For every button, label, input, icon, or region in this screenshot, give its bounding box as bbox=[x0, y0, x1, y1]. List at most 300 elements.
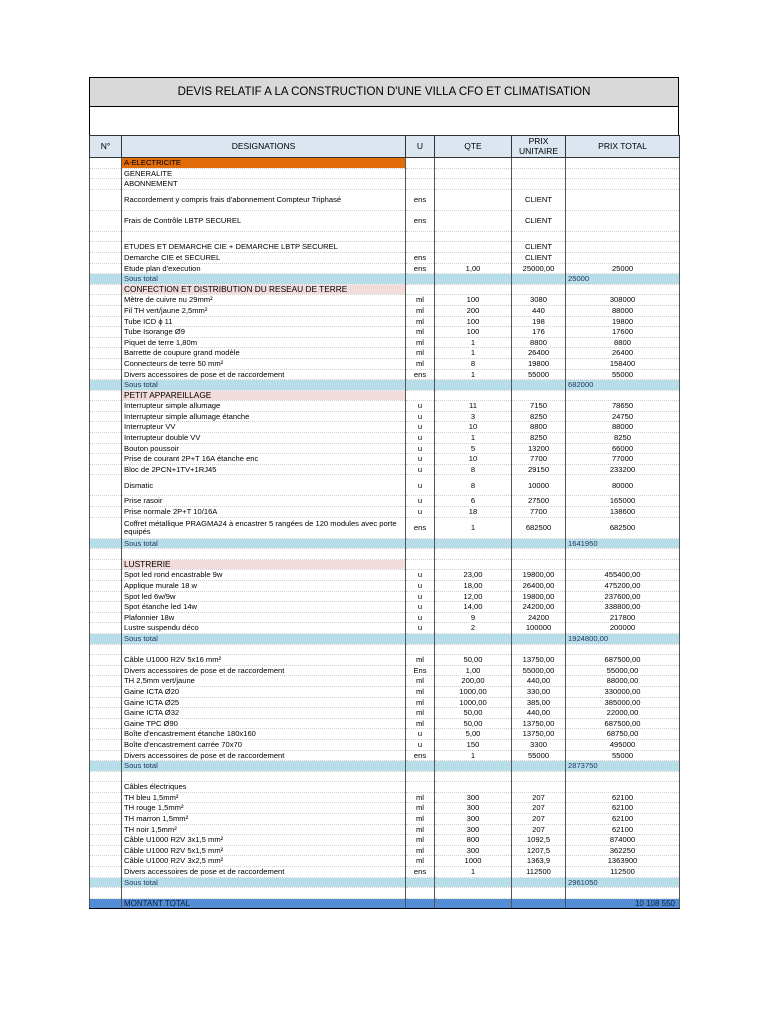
cell-prix-total: 682500 bbox=[566, 517, 680, 538]
cell-unit bbox=[406, 782, 435, 793]
cell-prix-total: 62100 bbox=[566, 814, 680, 825]
table-row bbox=[90, 665, 680, 676]
table-row bbox=[90, 252, 680, 263]
cell-num bbox=[90, 305, 122, 316]
cell-prix-unitaire: 19800,00 bbox=[512, 591, 566, 602]
cell-num bbox=[90, 496, 122, 507]
cell-prix-unitaire: 25000,00 bbox=[512, 263, 566, 274]
cell-prix-total bbox=[566, 782, 680, 793]
table-row bbox=[90, 507, 680, 518]
subtotal-row bbox=[90, 877, 680, 888]
cell-qte bbox=[435, 168, 512, 179]
cell-unit: ml bbox=[406, 708, 435, 719]
cell-prix-total bbox=[566, 559, 680, 570]
cell-prix-total: 55000,00 bbox=[566, 665, 680, 676]
cell-designation: Câble U1000 R2V 5x1,5 mm² bbox=[122, 845, 406, 856]
cell-prix-total bbox=[566, 252, 680, 263]
subtotal-row bbox=[90, 380, 680, 391]
subtotal-row bbox=[90, 633, 680, 644]
cell-prix-unitaire: 8800 bbox=[512, 337, 566, 348]
cell-designation: Coffret métallique PRAGMA24 à encastrer 5 rangées de 120 modules avec porte equipés bbox=[122, 517, 406, 538]
cell-prix-total: 80000 bbox=[566, 475, 680, 496]
cell-designation: Sous total bbox=[122, 274, 406, 285]
cell-num bbox=[90, 867, 122, 878]
cell-num bbox=[90, 189, 122, 210]
cell-qte: 1 bbox=[435, 337, 512, 348]
table-row bbox=[90, 433, 680, 444]
table-row bbox=[90, 644, 680, 655]
cell-designation: MONTANT TOTAL bbox=[122, 898, 406, 909]
cell-designation bbox=[122, 644, 406, 655]
cell-unit: Ens bbox=[406, 665, 435, 676]
cell-qte bbox=[435, 231, 512, 242]
cell-designation: Dismatic bbox=[122, 475, 406, 496]
header-qte: QTE bbox=[435, 136, 512, 158]
cell-num bbox=[90, 686, 122, 697]
cell-unit bbox=[406, 549, 435, 560]
cell-num bbox=[90, 623, 122, 634]
table-row bbox=[90, 369, 680, 380]
cell-subtotal-value: 25000 bbox=[566, 274, 680, 285]
cell-qte: 5,00 bbox=[435, 729, 512, 740]
cell-num bbox=[90, 718, 122, 729]
cell-prix-unitaire bbox=[512, 538, 566, 549]
table-row bbox=[90, 348, 680, 359]
cell-num bbox=[90, 814, 122, 825]
cell-prix-total: 362250 bbox=[566, 845, 680, 856]
cell-designation: Sous total bbox=[122, 877, 406, 888]
cell-unit: u bbox=[406, 739, 435, 750]
cell-unit: u bbox=[406, 443, 435, 454]
cell-unit: u bbox=[406, 454, 435, 465]
section-header-row bbox=[90, 559, 680, 570]
cell-qte: 1000 bbox=[435, 856, 512, 867]
cell-prix-total bbox=[566, 549, 680, 560]
table-row bbox=[90, 676, 680, 687]
cell-num bbox=[90, 295, 122, 306]
cell-qte: 6 bbox=[435, 496, 512, 507]
cell-num bbox=[90, 274, 122, 285]
cell-prix-unitaire: 26400 bbox=[512, 348, 566, 359]
cell-designation: Câble U1000 R2V 5x16 mm² bbox=[122, 655, 406, 666]
section-header-row bbox=[90, 158, 680, 169]
cell-unit: u bbox=[406, 496, 435, 507]
cell-prix-unitaire: 13750,00 bbox=[512, 718, 566, 729]
cell-unit bbox=[406, 158, 435, 169]
cell-designation: Divers accessoires de pose et de raccordement bbox=[122, 665, 406, 676]
table-row bbox=[90, 454, 680, 465]
cell-num bbox=[90, 824, 122, 835]
cell-num bbox=[90, 644, 122, 655]
grand-total-row bbox=[90, 898, 680, 909]
cell-unit bbox=[406, 538, 435, 549]
cell-qte: 8 bbox=[435, 358, 512, 369]
cell-qte bbox=[435, 179, 512, 190]
cell-designation: Etude plan d'execution bbox=[122, 263, 406, 274]
cell-num bbox=[90, 380, 122, 391]
cell-unit: ml bbox=[406, 676, 435, 687]
cell-num bbox=[90, 591, 122, 602]
cell-designation: Lustre suspendu déco bbox=[122, 623, 406, 634]
cell-qte bbox=[435, 877, 512, 888]
cell-prix-total: 158400 bbox=[566, 358, 680, 369]
cell-designation: Gaine TPC Ø90 bbox=[122, 718, 406, 729]
cell-num bbox=[90, 665, 122, 676]
cell-num bbox=[90, 898, 122, 909]
cell-prix-total: 25000 bbox=[566, 263, 680, 274]
cell-unit bbox=[406, 761, 435, 772]
cell-qte: 1 bbox=[435, 369, 512, 380]
table-row bbox=[90, 549, 680, 560]
cell-designation: A-ELECTRICITE bbox=[122, 158, 406, 169]
cell-unit bbox=[406, 168, 435, 179]
cell-num bbox=[90, 612, 122, 623]
cell-prix-unitaire bbox=[512, 168, 566, 179]
cell-prix-unitaire bbox=[512, 231, 566, 242]
cell-num bbox=[90, 835, 122, 846]
table-row bbox=[90, 782, 680, 793]
cell-prix-unitaire: 19800 bbox=[512, 358, 566, 369]
cell-prix-unitaire: 3300 bbox=[512, 739, 566, 750]
cell-prix-total: 62100 bbox=[566, 803, 680, 814]
cell-qte bbox=[435, 633, 512, 644]
table-row bbox=[90, 718, 680, 729]
section-header-row bbox=[90, 390, 680, 401]
cell-qte bbox=[435, 549, 512, 560]
cell-num bbox=[90, 549, 122, 560]
cell-prix-unitaire bbox=[512, 888, 566, 899]
cell-prix-total bbox=[566, 242, 680, 253]
cell-prix-total bbox=[566, 210, 680, 231]
cell-unit: ens bbox=[406, 263, 435, 274]
cell-designation: Fil TH vert/jaune 2,5mm² bbox=[122, 305, 406, 316]
cell-unit: u bbox=[406, 464, 435, 475]
cell-qte bbox=[435, 242, 512, 253]
cell-unit: u bbox=[406, 570, 435, 581]
cell-unit: ml bbox=[406, 718, 435, 729]
cell-prix-unitaire: 440 bbox=[512, 305, 566, 316]
cell-qte: 1 bbox=[435, 517, 512, 538]
cell-num bbox=[90, 316, 122, 327]
cell-prix-unitaire: 26400,00 bbox=[512, 581, 566, 592]
cell-unit: u bbox=[406, 729, 435, 740]
cell-prix-unitaire: 24200 bbox=[512, 612, 566, 623]
cell-designation: Divers accessoires de pose et de raccordement bbox=[122, 369, 406, 380]
cell-designation: Gaine ICTA Ø20 bbox=[122, 686, 406, 697]
header-num: N° bbox=[90, 136, 122, 158]
table-row bbox=[90, 358, 680, 369]
cell-prix-total: 1363900 bbox=[566, 856, 680, 867]
cell-num bbox=[90, 581, 122, 592]
cell-prix-total: 8250 bbox=[566, 433, 680, 444]
cell-designation: Tube ICD ϕ 11 bbox=[122, 316, 406, 327]
cell-designation: TH rouge 1,5mm² bbox=[122, 803, 406, 814]
cell-prix-unitaire bbox=[512, 549, 566, 560]
cell-qte: 1 bbox=[435, 348, 512, 359]
cell-num bbox=[90, 507, 122, 518]
quote-sheet bbox=[89, 77, 679, 909]
cell-designation: ABONNEMENT bbox=[122, 179, 406, 190]
cell-num bbox=[90, 401, 122, 412]
cell-num bbox=[90, 676, 122, 687]
table-row bbox=[90, 835, 680, 846]
cell-prix-total: 19800 bbox=[566, 316, 680, 327]
table-row bbox=[90, 771, 680, 782]
cell-designation: Sous total bbox=[122, 761, 406, 772]
cell-qte: 300 bbox=[435, 824, 512, 835]
cell-qte: 9 bbox=[435, 612, 512, 623]
cell-qte: 1000,00 bbox=[435, 697, 512, 708]
cell-unit bbox=[406, 390, 435, 401]
cell-prix-total bbox=[566, 158, 680, 169]
cell-prix-unitaire bbox=[512, 390, 566, 401]
cell-unit: ml bbox=[406, 824, 435, 835]
table-row bbox=[90, 739, 680, 750]
cell-prix-total: 66000 bbox=[566, 443, 680, 454]
cell-unit: ens bbox=[406, 210, 435, 231]
cell-designation: Interrupteur simple allumage bbox=[122, 401, 406, 412]
cell-qte: 3 bbox=[435, 411, 512, 422]
cell-prix-unitaire bbox=[512, 158, 566, 169]
cell-num bbox=[90, 337, 122, 348]
cell-qte: 1 bbox=[435, 433, 512, 444]
cell-qte bbox=[435, 771, 512, 782]
cell-num bbox=[90, 888, 122, 899]
cell-unit: ml bbox=[406, 814, 435, 825]
cell-designation: Spot led rond encastrable 9w bbox=[122, 570, 406, 581]
cell-unit: u bbox=[406, 623, 435, 634]
subtotal-row bbox=[90, 274, 680, 285]
cell-designation: Piquet de terre 1,80m bbox=[122, 337, 406, 348]
header-prix-unitaire: PRIX UNITAIRE bbox=[512, 136, 566, 158]
cell-prix-unitaire bbox=[512, 782, 566, 793]
cell-prix-unitaire: 207 bbox=[512, 803, 566, 814]
cell-designation: TH 2,5mm vert/jaune bbox=[122, 676, 406, 687]
cell-qte: 100 bbox=[435, 316, 512, 327]
cell-num bbox=[90, 158, 122, 169]
cell-designation: Câbles électriques bbox=[122, 782, 406, 793]
cell-qte: 1,00 bbox=[435, 665, 512, 676]
cell-designation: Interrupteur double VV bbox=[122, 433, 406, 444]
cell-prix-total: 165000 bbox=[566, 496, 680, 507]
cell-unit bbox=[406, 633, 435, 644]
table-row bbox=[90, 189, 680, 210]
cell-prix-total: 495000 bbox=[566, 739, 680, 750]
cell-qte bbox=[435, 761, 512, 772]
cell-prix-unitaire: 8250 bbox=[512, 433, 566, 444]
table-row bbox=[90, 845, 680, 856]
cell-designation bbox=[122, 771, 406, 782]
cell-qte: 8 bbox=[435, 464, 512, 475]
cell-num bbox=[90, 475, 122, 496]
cell-prix-unitaire: 207 bbox=[512, 824, 566, 835]
cell-prix-total: 217800 bbox=[566, 612, 680, 623]
document-title: DEVIS RELATIF A LA CONSTRUCTION D'UNE VILLA CFO ET CLIMATISATION bbox=[89, 77, 679, 107]
cell-qte: 10 bbox=[435, 422, 512, 433]
table-row bbox=[90, 792, 680, 803]
table-row bbox=[90, 729, 680, 740]
cell-unit: ml bbox=[406, 295, 435, 306]
cell-prix-total bbox=[566, 390, 680, 401]
cell-qte bbox=[435, 644, 512, 655]
table-row bbox=[90, 697, 680, 708]
table-row bbox=[90, 814, 680, 825]
cell-designation: Bloc de 2PCN+1TV+1RJ45 bbox=[122, 464, 406, 475]
cell-unit: u bbox=[406, 507, 435, 518]
cell-prix-unitaire: 19800,00 bbox=[512, 570, 566, 581]
cell-unit: u bbox=[406, 475, 435, 496]
cell-subtotal-value: 2961050 bbox=[566, 877, 680, 888]
cell-prix-total: 17600 bbox=[566, 327, 680, 338]
table-row bbox=[90, 612, 680, 623]
cell-prix-unitaire: 207 bbox=[512, 814, 566, 825]
cell-qte bbox=[435, 888, 512, 899]
cell-prix-total: 330000,00 bbox=[566, 686, 680, 697]
cell-prix-unitaire: 13750,00 bbox=[512, 655, 566, 666]
table-row bbox=[90, 210, 680, 231]
cell-designation: Bouton poussoir bbox=[122, 443, 406, 454]
cell-unit bbox=[406, 888, 435, 899]
cell-qte bbox=[435, 538, 512, 549]
cell-prix-unitaire: 682500 bbox=[512, 517, 566, 538]
cell-prix-unitaire: 176 bbox=[512, 327, 566, 338]
cell-prix-total: 338800,00 bbox=[566, 602, 680, 613]
cell-prix-unitaire: 27500 bbox=[512, 496, 566, 507]
table-body bbox=[90, 158, 680, 909]
cell-prix-unitaire: 55000 bbox=[512, 750, 566, 761]
cell-designation: TH marron 1,5mm² bbox=[122, 814, 406, 825]
cell-unit: ml bbox=[406, 358, 435, 369]
cell-designation: Interrupteur simple allumage étanche bbox=[122, 411, 406, 422]
cell-unit: ml bbox=[406, 792, 435, 803]
table-row bbox=[90, 411, 680, 422]
cell-designation: Prise normale 2P+T 10/16A bbox=[122, 507, 406, 518]
cell-prix-total: 233200 bbox=[566, 464, 680, 475]
header-prix-total: PRIX TOTAL bbox=[566, 136, 680, 158]
cell-unit: ens bbox=[406, 252, 435, 263]
table-row bbox=[90, 888, 680, 899]
cell-prix-total bbox=[566, 771, 680, 782]
cell-prix-unitaire: CLIENT bbox=[512, 242, 566, 253]
cell-designation: Demarche CIE et SECUREL bbox=[122, 252, 406, 263]
cell-prix-unitaire: 100000 bbox=[512, 623, 566, 634]
cell-qte: 18 bbox=[435, 507, 512, 518]
cell-qte bbox=[435, 284, 512, 295]
cell-prix-unitaire: 207 bbox=[512, 792, 566, 803]
cell-qte: 150 bbox=[435, 739, 512, 750]
cell-num bbox=[90, 348, 122, 359]
cell-unit: ens bbox=[406, 517, 435, 538]
cell-num bbox=[90, 761, 122, 772]
cell-prix-total bbox=[566, 179, 680, 190]
cell-qte: 50,00 bbox=[435, 655, 512, 666]
cell-prix-total: 68750,00 bbox=[566, 729, 680, 740]
cell-prix-unitaire: 10000 bbox=[512, 475, 566, 496]
cell-num bbox=[90, 877, 122, 888]
header-unit: U bbox=[406, 136, 435, 158]
cell-designation: Sous total bbox=[122, 380, 406, 391]
cell-num bbox=[90, 263, 122, 274]
cell-prix-total: 138600 bbox=[566, 507, 680, 518]
cell-num bbox=[90, 464, 122, 475]
cell-num bbox=[90, 803, 122, 814]
cell-num bbox=[90, 284, 122, 295]
table-row bbox=[90, 443, 680, 454]
cell-prix-total bbox=[566, 888, 680, 899]
cell-designation: Prise rasoir bbox=[122, 496, 406, 507]
cell-qte: 18,00 bbox=[435, 581, 512, 592]
cell-designation: Interrupteur VV bbox=[122, 422, 406, 433]
cell-qte: 100 bbox=[435, 327, 512, 338]
cell-prix-unitaire: 8250 bbox=[512, 411, 566, 422]
table-row bbox=[90, 803, 680, 814]
cell-qte: 50,00 bbox=[435, 718, 512, 729]
cell-prix-unitaire: 55000,00 bbox=[512, 665, 566, 676]
cell-designation bbox=[122, 888, 406, 899]
cell-unit: ens bbox=[406, 867, 435, 878]
cell-qte: 1 bbox=[435, 750, 512, 761]
cell-num bbox=[90, 782, 122, 793]
table-row bbox=[90, 602, 680, 613]
table-row bbox=[90, 517, 680, 538]
table-row bbox=[90, 496, 680, 507]
cell-prix-unitaire: 13200 bbox=[512, 443, 566, 454]
cell-prix-unitaire: 385,00 bbox=[512, 697, 566, 708]
cell-prix-unitaire: 330,00 bbox=[512, 686, 566, 697]
cell-prix-unitaire: 7700 bbox=[512, 507, 566, 518]
cell-prix-unitaire bbox=[512, 380, 566, 391]
cell-unit: u bbox=[406, 422, 435, 433]
table-row bbox=[90, 316, 680, 327]
cell-subtotal-value: 1641950 bbox=[566, 538, 680, 549]
cell-prix-unitaire bbox=[512, 633, 566, 644]
cell-qte: 12,00 bbox=[435, 591, 512, 602]
cell-prix-unitaire bbox=[512, 898, 566, 909]
cell-subtotal-value: 2873750 bbox=[566, 761, 680, 772]
cell-num bbox=[90, 242, 122, 253]
cell-designation: LUSTRERIE bbox=[122, 559, 406, 570]
cell-prix-unitaire: 3080 bbox=[512, 295, 566, 306]
cell-qte: 14,00 bbox=[435, 602, 512, 613]
cell-prix-total: 308000 bbox=[566, 295, 680, 306]
cell-prix-total: 55000 bbox=[566, 750, 680, 761]
cell-prix-total: 687500,00 bbox=[566, 655, 680, 666]
cell-designation: Câble U1000 R2V 3x1,5 mm² bbox=[122, 835, 406, 846]
table-row bbox=[90, 856, 680, 867]
cell-designation: TH noir 1,5mm² bbox=[122, 824, 406, 835]
cell-qte bbox=[435, 210, 512, 231]
cell-qte bbox=[435, 252, 512, 263]
cell-prix-total: 455400,00 bbox=[566, 570, 680, 581]
cell-num bbox=[90, 633, 122, 644]
cell-unit: ens bbox=[406, 369, 435, 380]
cell-designation: Gaine ICTA Ø25 bbox=[122, 697, 406, 708]
cell-prix-unitaire: CLIENT bbox=[512, 189, 566, 210]
cell-prix-unitaire: 112500 bbox=[512, 867, 566, 878]
cell-qte: 1,00 bbox=[435, 263, 512, 274]
cell-prix-total: 385000,00 bbox=[566, 697, 680, 708]
cell-unit: ml bbox=[406, 803, 435, 814]
cell-num bbox=[90, 570, 122, 581]
title-spacer bbox=[89, 107, 679, 135]
cell-unit: u bbox=[406, 612, 435, 623]
cell-unit bbox=[406, 644, 435, 655]
section-header-row bbox=[90, 284, 680, 295]
cell-unit: u bbox=[406, 602, 435, 613]
cell-qte: 300 bbox=[435, 803, 512, 814]
cell-qte bbox=[435, 559, 512, 570]
header-designation: DESIGNATIONS bbox=[122, 136, 406, 158]
